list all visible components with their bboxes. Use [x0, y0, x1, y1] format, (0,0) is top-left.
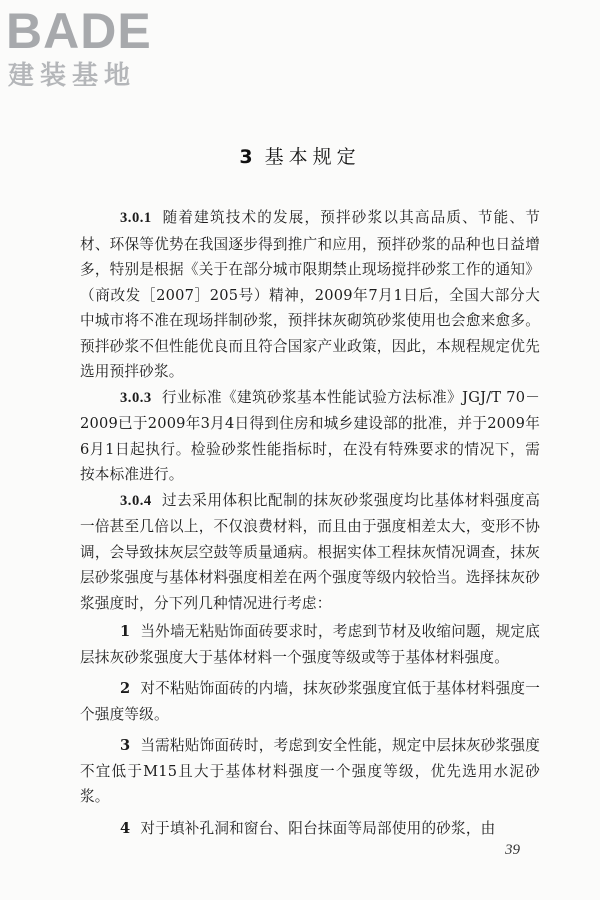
- item-number: 4: [120, 819, 131, 837]
- page-body: [80, 205, 540, 841]
- section-3-0-4: [80, 488, 540, 617]
- list-item: [80, 816, 540, 842]
- chapter-title: [0, 144, 600, 170]
- section-3-0-1: [80, 205, 540, 385]
- section-label: 3.0.1: [120, 210, 152, 226]
- section-label: 3.0.3: [120, 389, 152, 406]
- list-item: [80, 619, 540, 670]
- logo-mark: BADE: [6, 3, 152, 59]
- item-text: 当需粘贴饰面砖时，考虑到安全性能，规定中层抹灰砂浆强度不宜低于M15且大于基体材料强度一个强度等级，优先选用水泥砂浆。: [80, 737, 540, 805]
- section-3-0-3: [80, 385, 540, 488]
- section-text: 行业标准《建筑砂浆基本性能试验方法标准》JGJ/T 70－2009已于2009年3月4日得到住房和城乡建设部的批准，并于2009年6月1日起执行。检验砂浆性能指标时，在没有特殊要求的情况下，需按本标准进行。: [80, 388, 540, 483]
- list-item: [80, 733, 540, 810]
- section-text: 过去采用体积比配制的抹灰砂浆强度均比基体材料强度高一倍甚至几倍以上，不仅浪费材料，而且由于强度相差太大，变形不协调，会导致抹灰层空鼓等质量通病。根据实体工程抹灰情况调查，抹灰层砂浆强度与基体材料强度相差在两个强度等级内较恰当。选择抹灰砂浆强度时，分下列几种情况进行考虑：: [80, 491, 540, 612]
- section-label: 3.0.4: [120, 492, 152, 509]
- item-number: 2: [120, 680, 131, 697]
- item-text: 对不粘贴饰面砖的内墙，抹灰砂浆强度宜低于基体材料强度一个强度等级。: [80, 680, 540, 723]
- item-text: 对于填补孔洞和窗台、阳台抹面等局部使用的砂浆，由: [140, 819, 496, 837]
- logo-subtitle: 建装基地: [8, 61, 137, 91]
- item-number: 1: [120, 623, 131, 640]
- item-text: 当外墙无粘贴饰面砖要求时，考虑到节材及收缩问题，规定底层抹灰砂浆强度大于基体材料一个强度等级或等于基体材料强度。: [80, 623, 540, 666]
- section-text: 随着建筑技术的发展，预拌砂浆以其高品质、节能、节材、环保等优势在我国逐步得到推广和应用，预拌砂浆的品种也日益增多，特别是根据《关于在部分城市限期禁止现场搅拌砂浆工作的通知》（商改发［2007］205号）精神，2009年7月1日后，全国大部分大中城市将不准在现场拌制砂浆，预拌抹灰砌筑砂浆使用也会愈来愈多。预拌砂浆不但性能优良而且符合国家产业政策，因此，本规程规定优先选用预拌砂浆。: [80, 209, 540, 380]
- chapter-number: 3: [239, 146, 255, 168]
- chapter-title-text: 基本规定: [264, 146, 361, 168]
- bade-logo: [6, 3, 181, 94]
- list-item: [80, 676, 540, 727]
- page-number: 39: [505, 842, 520, 858]
- item-number: 3: [120, 737, 131, 754]
